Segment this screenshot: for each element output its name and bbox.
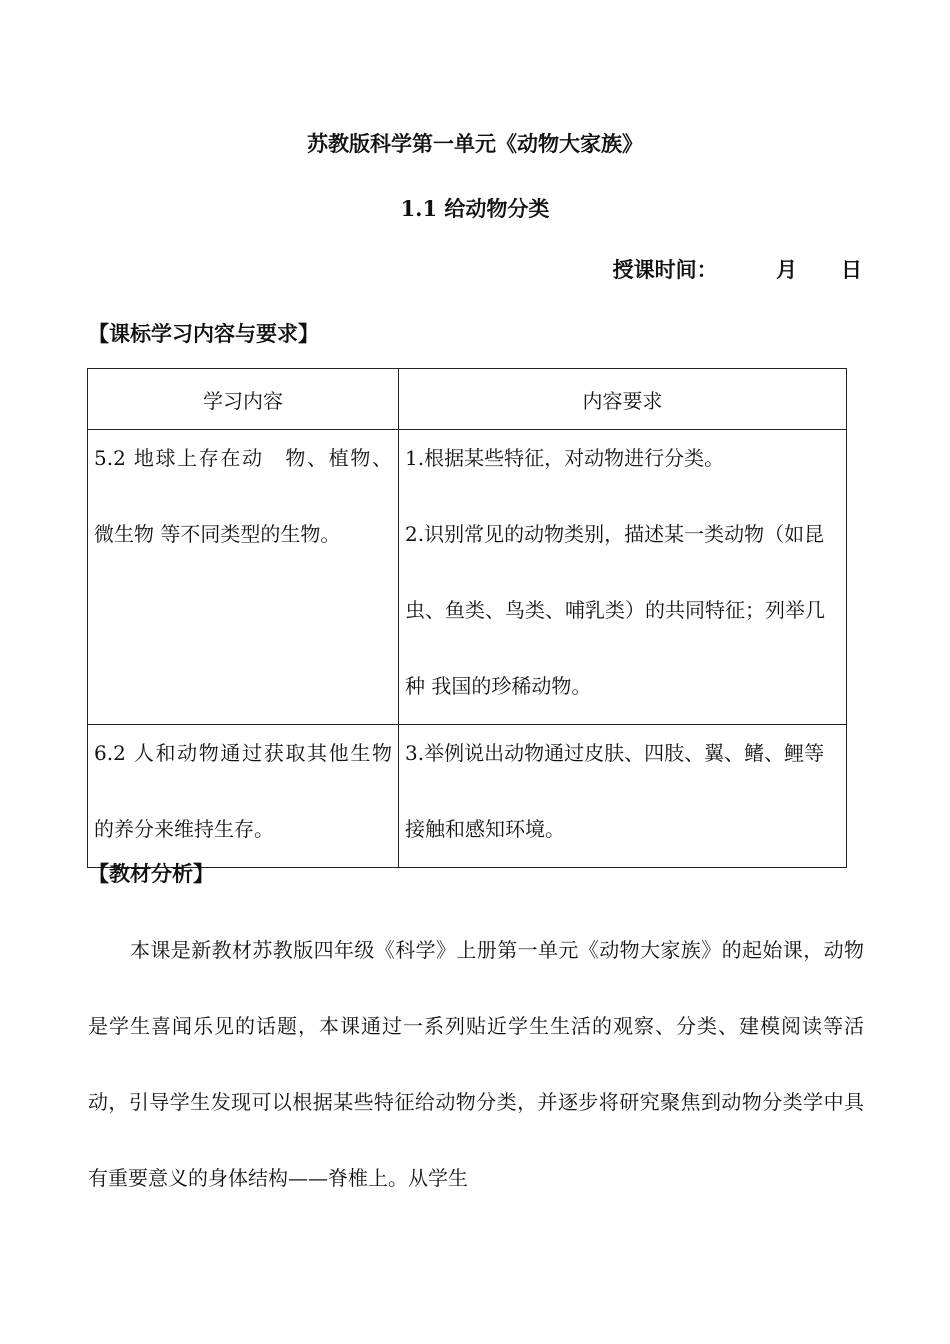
requirement-item: 1.根据某些特征，对动物进行分类。 bbox=[405, 446, 725, 470]
lesson-date: 授课时间： 月 日 bbox=[612, 257, 862, 282]
table-cell-content bbox=[88, 430, 399, 725]
table-header-content: 学习内容 bbox=[88, 369, 399, 430]
unit-title: 苏教版科学第一单元《动物大家族》 bbox=[307, 131, 643, 156]
curriculum-section-title: 【课标学习内容与要求】 bbox=[88, 321, 319, 346]
textbook-analysis-paragraph: 本课是新教材苏教版四年级《科学》上册第一单元《动物大家族》的起始课，动物是学生喜闻乐见的话题，本课通过一系列贴近学生生活的观察、分类、建模阅读等活动，引导学生发现可以根据某些特征给动物分类，并逐步将研究聚焦到动物分类学中具有重要意义的身体结构——脊椎上。从学生 bbox=[88, 938, 864, 1190]
lesson-title: 1.1 给动物分类 bbox=[400, 196, 550, 221]
table-cell-requirements bbox=[399, 725, 847, 868]
table-row bbox=[88, 725, 847, 868]
requirement-item: 2.识别常见的动物类别，描述某一类动物（如昆 虫、鱼类、鸟类、哺乳类）的共同特征；列举几种 我国的珍稀动物。 bbox=[405, 522, 845, 698]
textbook-analysis-title: 【教材分析】 bbox=[88, 861, 214, 886]
content-text: 6.2 人和动物通过获取其他生物的养分来维持生存。 bbox=[94, 741, 392, 841]
table-row bbox=[88, 430, 847, 725]
table-header-requirements: 内容要求 bbox=[399, 369, 847, 430]
table-cell-requirements bbox=[399, 430, 847, 725]
table-cell-content bbox=[88, 725, 399, 868]
content-text: 5.2 地球上存在动 物、植物、微生物 等不同类型的生物。 bbox=[94, 446, 392, 546]
requirement-item: 3.举例说出动物通过皮肤、四肢、翼、鳍、鲤等接触和感知环境。 bbox=[405, 741, 825, 841]
curriculum-table bbox=[87, 368, 847, 868]
